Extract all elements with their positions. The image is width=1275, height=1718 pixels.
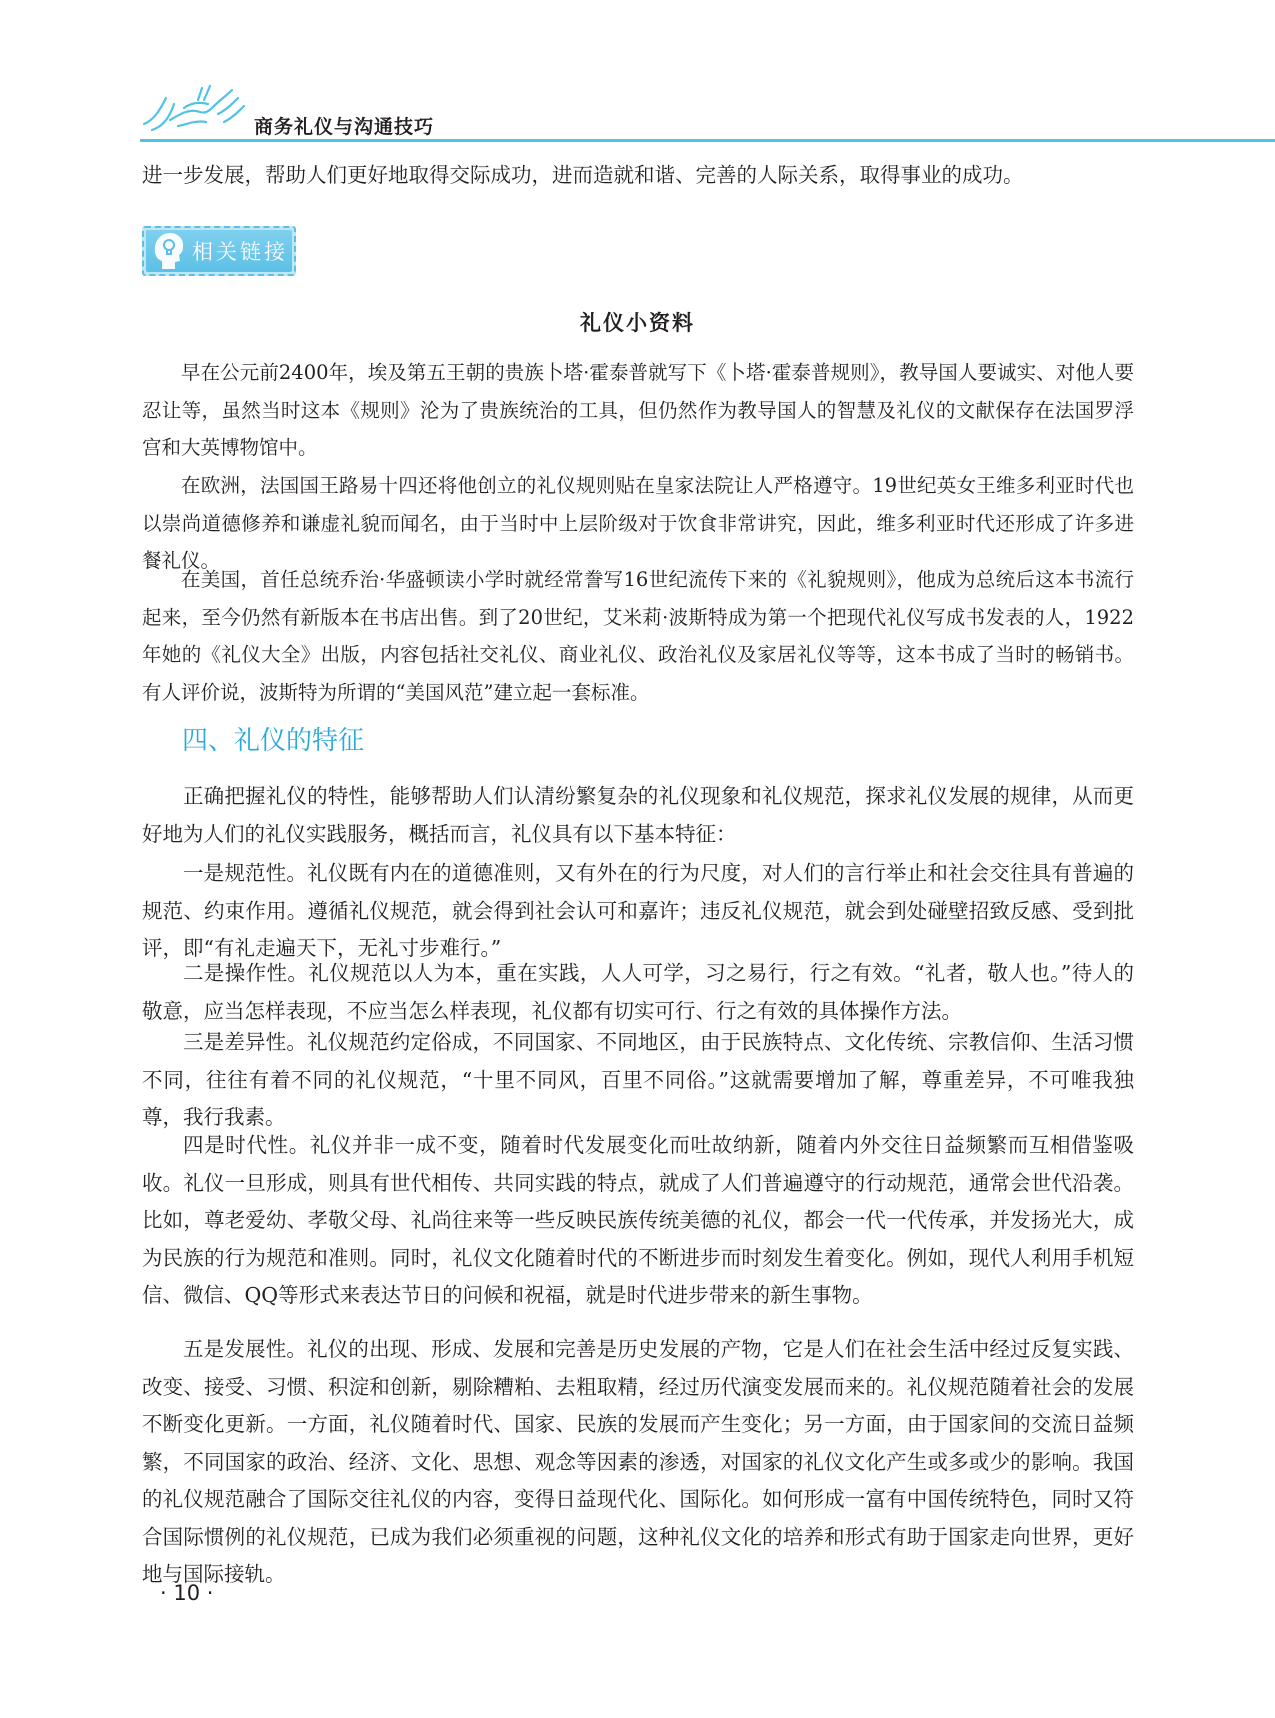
- book-title: 商务礼仪与沟通技巧: [254, 116, 435, 138]
- section-paragraph: 三是差异性。礼仪规范约定俗成，不同国家、不同地区，由于民族特点、文化传统、宗教信仰、生活习惯不同，往往有着不同的礼仪规范，“十里不同风，百里不同俗。”这就需要增加了解，尊重差异，不可唯我独尊，我行我素。: [142, 1030, 1134, 1129]
- handshake-icon: [140, 80, 250, 138]
- box-title: 礼仪小资料: [580, 310, 695, 335]
- section-paragraph: 一是规范性。礼仪既有内在的道德准则，又有外在的行为尺度，对人们的言行举止和社会交往具有普遍的规范、约束作用。遵循礼仪规范，就会得到社会认可和嘉许；违反礼仪规范，就会到处碰壁招致反感、受到批评，即“有礼走遍天下，无礼寸步难行。”: [142, 861, 1134, 960]
- box-paragraph: 早在公元前2400年，埃及第五王朝的贵族卜塔·霍泰普就写下《卜塔·霍泰普规则》，教导国人要诚实、对他人要忍让等，虽然当时这本《规则》沦为了贵族统治的工具，但仍然作为教导国人的智慧及礼仪的文献保存在法国罗浮宫和大英博物馆中。: [142, 361, 1134, 459]
- related-links-badge: [142, 226, 296, 276]
- header-divider: [140, 139, 1275, 142]
- box-paragraph: 在欧洲，法国国王路易十四还将他创立的礼仪规则贴在皇家法院让人严格遵守。19世纪英女王维多利亚时代也以崇尚道德修养和谦虚礼貌而闻名，由于当时中上层阶级对于饮食非常讲究，因此，维多利亚时代还形成了许多进餐礼仪。: [142, 474, 1134, 572]
- section-paragraph: 二是操作性。礼仪规范以人为本，重在实践，人人可学，习之易行，行之有效。“礼者，敬人也。”待人的敬意，应当怎样表现，不应当怎么样表现，礼仪都有切实可行、行之有效的具体操作方法。: [142, 961, 1134, 1023]
- intro-paragraph: 进一步发展，帮助人们更好地取得交际成功，进而造就和谐、完善的人际关系，取得事业的成功。: [142, 163, 1024, 187]
- related-links-label: 相关链接: [192, 240, 288, 264]
- section-paragraph: 四是时代性。礼仪并非一成不变，随着时代发展变化而吐故纳新，随着内外交往日益频繁而互相借鉴吸收。礼仪一旦形成，则具有世代相传、共同实践的特点，就成了人们普遍遵守的行动规范，通常会世代沿袭。比如，尊老爱幼、孝敬父母、礼尚往来等一些反映民族传统美德的礼仪，都会一代一代传承，并发扬光大，成为民族的行为规范和准则。同时，礼仪文化随着时代的不断进步而时刻发生着变化。例如，现代人利用手机短信、微信、QQ等形式来表达节日的问候和祝福，就是时代进步带来的新生事物。: [142, 1133, 1134, 1307]
- section-heading: 四、礼仪的特征: [182, 726, 365, 756]
- page-number: · 10 ·: [160, 1581, 214, 1605]
- section-paragraph: 五是发展性。礼仪的出现、形成、发展和完善是历史发展的产物，它是人们在社会生活中经过反复实践、改变、接受、习惯、积淀和创新，剔除糟粕、去粗取精，经过历代演变发展而来的。礼仪规范随着社会的发展不断变化更新。一方面，礼仪随着时代、国家、民族的发展而产生变化；另一方面，由于国家间的交流日益频繁，不同国家的政治、经济、文化、思想、观念等因素的渗透，对国家的礼仪文化产生或多或少的影响。我国的礼仪规范融合了国际交往礼仪的内容，变得日益现代化、国际化。如何形成一富有中国传统特色，同时又符合国际惯例的礼仪规范，已成为我们必须重视的问题，这种礼仪文化的培养和形式有助于国家走向世界，更好地与国际接轨。: [142, 1337, 1134, 1586]
- box-paragraph: 在美国，首任总统乔治·华盛顿读小学时就经常誊写16世纪流传下来的《礼貌规则》，他成为总统后这本书流行起来，至今仍然有新版本在书店出售。到了20世纪，艾米莉·波斯特成为第一个把现代礼仪写成书发表的人，1922年她的《礼仪大全》出版，内容包括社交礼仪、商业礼仪、政治礼仪及家居礼仪等等，这本书成了当时的畅销书。有人评价说，波斯特为所谓的“美国风范”建立起一套标准。: [142, 568, 1134, 704]
- section-paragraph: 正确把握礼仪的特性，能够帮助人们认清纷繁复杂的礼仪现象和礼仪规范，探求礼仪发展的规律，从而更好地为人们的礼仪实践服务，概括而言，礼仪具有以下基本特征：: [142, 784, 1134, 846]
- lightbulb-head-icon: [152, 231, 186, 271]
